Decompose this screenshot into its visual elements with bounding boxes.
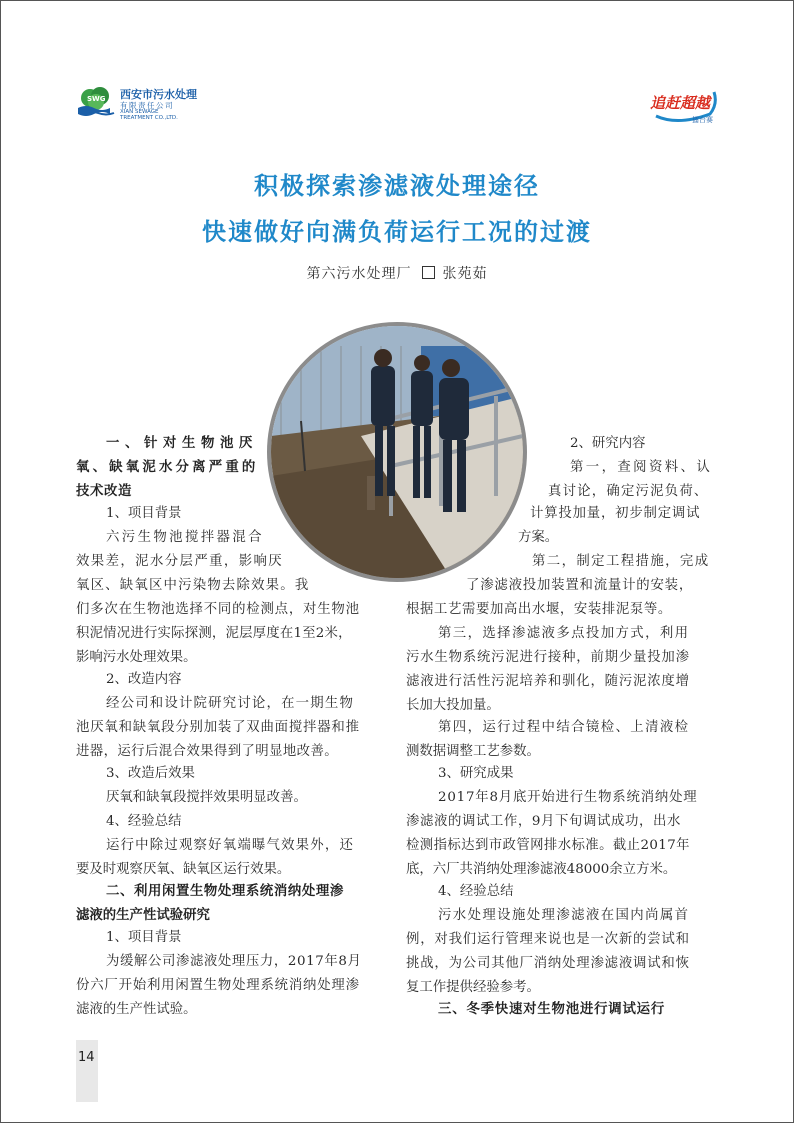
- left-line-8: 们多次在生物池选择不同的检测点，对生物池: [76, 602, 360, 617]
- right-line-18: 检测指标达到市政管网排水标准。截止2017年: [406, 838, 690, 853]
- left-line-2: 氧、缺氧泥水分离严重的: [76, 460, 259, 475]
- right-line-5: 方案。: [518, 530, 559, 545]
- left-line-9: 积泥情况进行实际探测，泥层厚度在1至2米，: [76, 626, 352, 641]
- article-photo: [267, 322, 527, 582]
- left-line-20: 二、利用闲置生物处理系统消纳处理渗: [106, 884, 344, 899]
- right-line-16: 2017年8月底开始进行生物系统消纳处理: [438, 790, 698, 805]
- right-line-14: 测数据调整工艺参数。: [406, 744, 540, 759]
- org-name-en: [120, 109, 178, 121]
- byline: [0, 263, 794, 283]
- left-line-6: 效果差，泥水分层严重，影响厌: [76, 554, 284, 569]
- org-name-en-line1: XIAN SEWAGE: [120, 109, 159, 115]
- campaign-logo-icon: [648, 86, 720, 126]
- left-line-5: 六污生物池搅拌器混合: [106, 530, 264, 545]
- right-line-17: 渗滤液的调试工作，9月下旬调试成功，出水: [406, 814, 681, 829]
- svg-text:SWG: SWG: [87, 95, 106, 103]
- right-line-4: 计算投加量，初步制定调试: [530, 506, 701, 521]
- brand-sub: 擂台赛: [692, 116, 713, 124]
- right-line-3: 真讨论，确定污泥负荷、: [548, 484, 709, 499]
- page-number: 14: [78, 1050, 95, 1065]
- author-name: 张苑茹: [442, 266, 488, 282]
- left-line-11: 2、改造内容: [106, 672, 182, 687]
- left-line-19: 要及时观察厌氧、缺氧区运行效果。: [76, 862, 291, 877]
- right-line-21: 污水处理设施处理渗滤液在国内尚属首: [438, 908, 690, 923]
- left-line-15: 3、改造后效果: [106, 766, 195, 781]
- left-line-12: 经公司和设计院研究讨论，在一期生物: [106, 696, 355, 711]
- left-line-16: 厌氧和缺氧段搅拌效果明显改善。: [106, 790, 307, 805]
- left-line-10: 影响污水处理效果。: [76, 650, 197, 665]
- right-line-11: 滤液进行活性污泥培养和驯化，随污泥浓度增: [406, 674, 690, 689]
- right-line-2: 第一，查阅资料、认: [570, 460, 713, 475]
- author-unit: 第六污水处理厂: [306, 266, 412, 282]
- right-line-9: 第三，选择渗滤液多点投加方式，利用: [438, 626, 690, 641]
- left-line-1: 一、针对生物池厌: [106, 436, 258, 451]
- right-line-19: 底，六厂共消纳处理渗滤液48000余立方米。: [406, 862, 677, 877]
- article-title-line2: 快速做好向满负荷运行工况的过渡: [202, 218, 592, 246]
- left-line-7: 氧区、缺氧区中污染物去除效果。我: [76, 578, 310, 593]
- right-line-6: 第二，制定工程措施，完成: [532, 554, 710, 569]
- left-line-14: 进器，运行后混合效果得到了明显地改善。: [76, 744, 339, 759]
- left-line-24: 份六厂开始利用闲置生物处理系统消纳处理渗: [76, 978, 360, 993]
- left-line-13: 池厌氧和缺氧段分别加装了双曲面搅拌器和推: [76, 720, 360, 735]
- right-line-15: 3、研究成果: [438, 766, 514, 781]
- right-line-22: 例，对我们运行管理来说也是一次新的尝试和: [406, 932, 690, 947]
- left-line-17: 4、经验总结: [106, 814, 182, 829]
- org-name-en-line2: TREATMENT CO.,LTD.: [120, 115, 178, 121]
- right-line-8: 根据工艺需要加高出水堰，安装排泥泵等。: [406, 602, 672, 617]
- right-line-12: 长加大投加量。: [406, 698, 500, 713]
- org-name-cn: 西安市污水处理: [120, 88, 197, 101]
- left-line-3: 技术改造: [76, 484, 132, 499]
- left-line-25: 滤液的生产性试验。: [76, 1002, 197, 1017]
- right-line-7: 了渗滤液投加装置和流量计的安装，: [466, 578, 694, 593]
- left-line-18: 运行中除过观察好氧端曝气效果外，还: [106, 838, 355, 853]
- left-line-4: 1、项目背景: [106, 506, 182, 521]
- org-name-cn-sub: 有限责任公司: [120, 101, 174, 110]
- separator-box-icon: [422, 266, 435, 279]
- right-line-20: 4、经验总结: [438, 884, 514, 899]
- left-line-22: 1、项目背景: [106, 930, 182, 945]
- left-line-23: 为缓解公司渗滤液处理压力，2017年8月: [106, 954, 362, 969]
- right-line-10: 污水生物系统污泥进行接种，前期少量投加渗: [406, 650, 690, 665]
- photo-illustration: [271, 326, 523, 578]
- company-logo-icon: [76, 86, 116, 118]
- right-line-24: 复工作提供经验参考。: [406, 980, 540, 995]
- right-line-23: 挑战，为公司其他厂消纳处理渗滤液调试和恢: [406, 956, 690, 971]
- brand-text: 追赶超越: [650, 94, 711, 112]
- right-line-13: 第四，运行过程中结合镜检、上清液检: [438, 720, 690, 735]
- left-line-21: 滤液的生产性试验研究: [76, 908, 210, 923]
- article-title-line1: 积极探索渗滤液处理途径: [254, 172, 540, 200]
- right-line-25: 三、冬季快速对生物池进行调试运行: [438, 1002, 666, 1017]
- right-line-1: 2、研究内容: [570, 436, 646, 451]
